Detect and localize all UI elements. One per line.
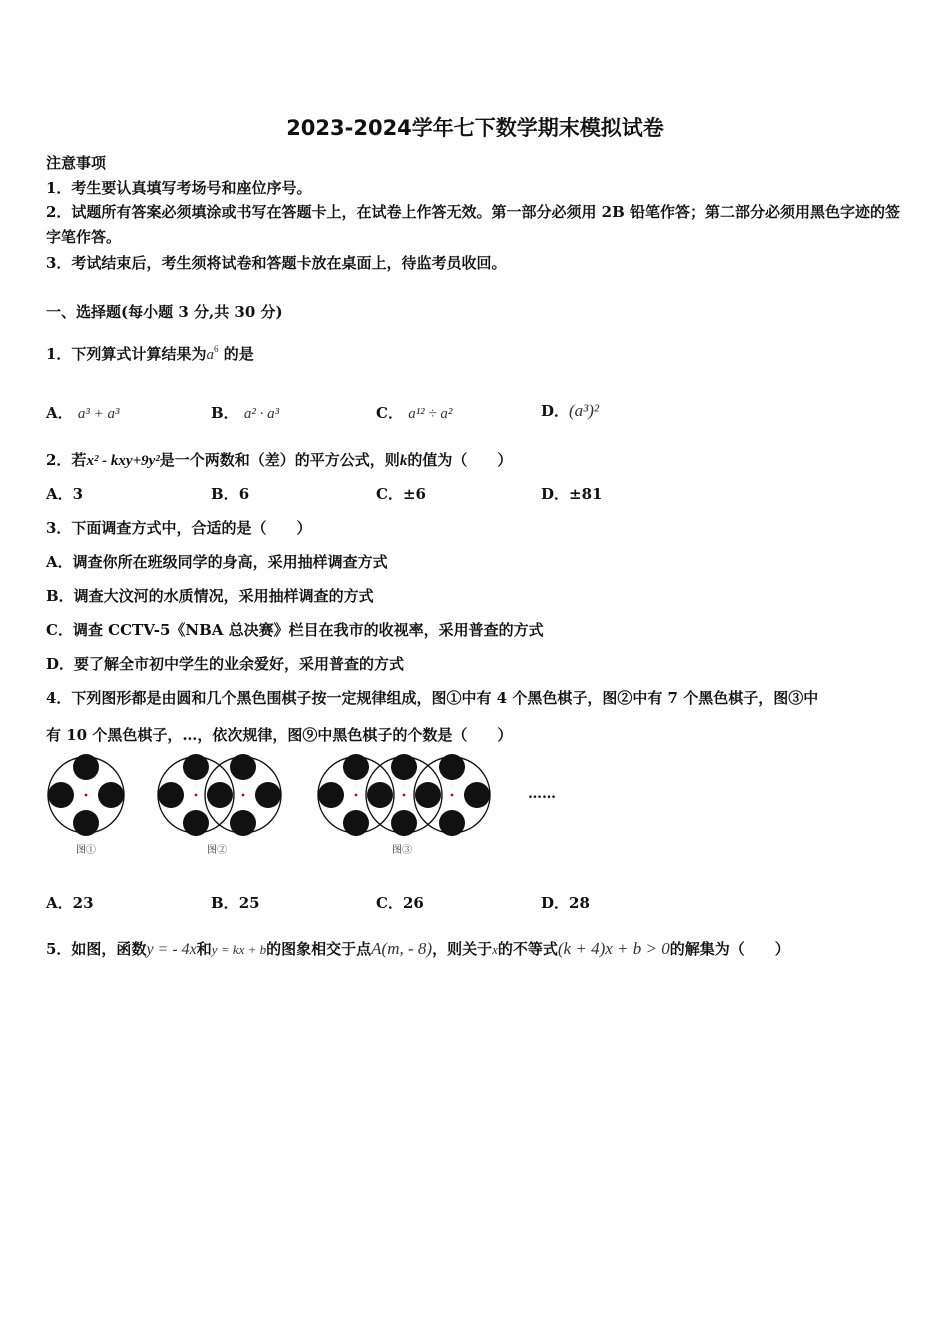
notice-item-1: 1．考生要认真填写考场号和座位序号。 <box>46 179 312 197</box>
go-stones-figure <box>44 752 504 862</box>
q1-option-b: B． a² · a³ <box>211 404 280 422</box>
figure-label-3: 图③ <box>392 845 412 856</box>
q1-text-post: 的是 <box>223 345 254 363</box>
q4-option-d: D．28 <box>541 894 590 912</box>
q2-option-c: C．±6 <box>376 485 426 503</box>
question-2-stem: 2．若x² - kxy+9y²是一个两数和（差）的平方公式，则k的值为（ ） <box>46 451 513 469</box>
notice-heading: 注意事项 <box>46 154 107 172</box>
question-5-stem: 5．如图，函数y = - 4x和y = kx + b的图象相交于点A(m, - 8)，则关于x的不等式(k + 4)x + b > 0的解集为（ ） <box>46 939 790 958</box>
q1-option-d: D．(a³)² <box>541 401 600 420</box>
q5-math-2: y = kx + b <box>211 942 267 957</box>
q3-option-a: A．调查你所在班级同学的身高，采用抽样调查方式 <box>46 553 388 571</box>
q2-option-b: B．6 <box>211 485 250 503</box>
figure-label-1: 图① <box>76 845 96 856</box>
q1-text-pre: 1．下列算式计算结果为 <box>46 345 207 363</box>
q4-option-b: B．25 <box>211 894 260 912</box>
q1-option-c: C． a¹² ÷ a² <box>376 404 453 422</box>
notice-item-2: 2．试题所有答案必须填涂或书写在答题卡上，在试卷上作答无效。第一部分必须用 2B 铅笔作答；第二部分必须用黑色字迹的签字笔作答。 <box>46 203 901 246</box>
q2-option-d: D．±81 <box>541 485 603 503</box>
q3-option-b: B．调查大汶河的水质情况，采用抽样调查的方式 <box>46 587 374 605</box>
q5-math-1: y = - 4x <box>146 941 197 958</box>
question-1-stem <box>46 343 254 364</box>
q3-option-d: D．要了解全市初中学生的业余爱好，采用普查的方式 <box>46 655 405 673</box>
q3-option-c: C．调查 CCTV-5《NBA 总决赛》栏目在我市的收视率，采用普查的方式 <box>46 621 544 639</box>
q4-option-a: A．23 <box>46 894 94 912</box>
q4-option-c: C．26 <box>376 894 424 912</box>
q5-math-4: x <box>492 942 498 957</box>
question-3-stem: 3．下面调查方式中，合适的是（ ） <box>46 519 312 537</box>
q2-option-a: A．3 <box>46 485 84 503</box>
notice-item-3: 3．考试结束后，考生须将试卷和答题卡放在桌面上，待监考员收回。 <box>46 254 507 272</box>
question-4-stem-line2: 有 10 个黑色棋子，…，依次规律，图⑨中黑色棋子的个数是（ ） <box>46 726 513 744</box>
section-heading: 一、选择题(每小题 3 分,共 30 分) <box>46 303 283 321</box>
q4-figure <box>44 752 504 866</box>
q2-math: x² - kxy+9y² <box>86 453 160 469</box>
q1-option-a: A． a³ + a³ <box>46 404 120 422</box>
question-4-stem-line1: 4．下列图形都是由圆和几个黑色围棋子按一定规律组成，图①中有 4 个黑色棋子，图②中有 7 个黑色棋子，图③中 <box>46 689 819 707</box>
q5-math-5: (k + 4)x + b > 0 <box>557 939 670 958</box>
figure-label-2: 图② <box>207 845 227 856</box>
q1-math: $a^6$ <box>206 344 219 363</box>
figure-2-stones <box>158 754 281 836</box>
q5-math-3: A(m, - 8) <box>371 939 433 958</box>
figure-ellipsis: …… <box>528 786 556 802</box>
page-title: 2023-2024学年七下数学期末模拟试卷 <box>286 116 664 140</box>
